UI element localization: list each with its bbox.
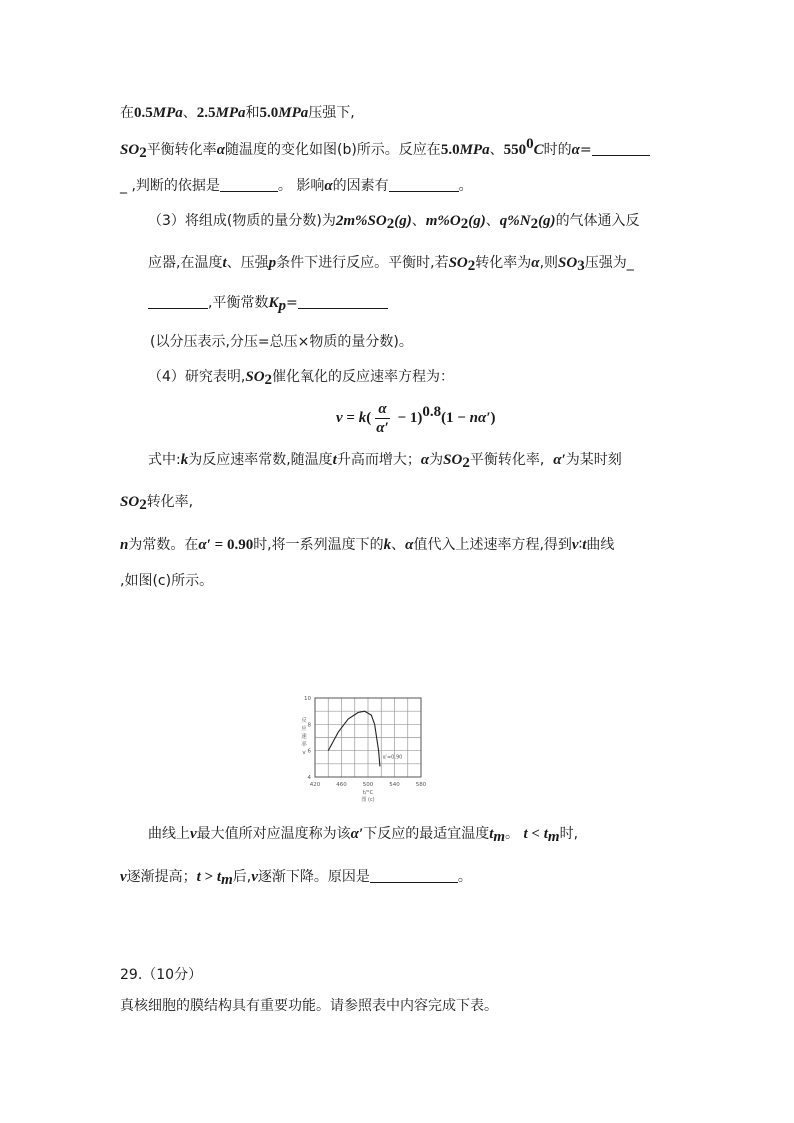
figure-caption: 图 (c) bbox=[361, 797, 375, 803]
text-line-12: n为常数。在α′ = 0.90时,将一系列温度下的k、α值代入上述速率方程,得到v∶t曲线 bbox=[120, 537, 615, 553]
y-axis-label-char: 应 bbox=[301, 726, 307, 732]
y-axis-label-char: 速 bbox=[301, 734, 307, 740]
text-line-6: ,平衡常数$K_p=$ bbox=[148, 293, 388, 313]
y-axis-label-char: 率 bbox=[301, 742, 307, 748]
text-line-14: 曲线上v最大值所对应温度称为该α′下反应的最适宜温度$t_m$。 $t < t_m$时, bbox=[148, 826, 579, 845]
rate-curve bbox=[328, 711, 380, 766]
y-tick-label: 6 bbox=[307, 748, 311, 755]
text-line-3: _ ,判断的依据是 。 影响α的因素有 。 bbox=[120, 178, 473, 194]
x-tick-label: 540 bbox=[389, 782, 400, 788]
text-line-1: 在0.5MPa、2.5MPa和5.0MPa压强下, bbox=[120, 105, 355, 121]
text-line-13: ,如图(c)所示。 bbox=[120, 573, 214, 589]
answer-blank-basis[interactable] bbox=[220, 176, 278, 192]
text-line-15: v逐渐提高；$t > t_m$后,v逐渐下降。原因是 。 bbox=[120, 869, 472, 888]
answer-blank-alpha[interactable] bbox=[592, 140, 650, 156]
y-tick-label: 10 bbox=[304, 696, 311, 702]
chart-svg bbox=[297, 690, 429, 808]
y-axis-label-char: v bbox=[302, 750, 306, 756]
answer-blank-reason[interactable] bbox=[370, 867, 458, 883]
question-29-header: 29.（10分） bbox=[120, 967, 203, 983]
rate-temperature-chart bbox=[297, 690, 429, 808]
text-line-5: 应器,在温度t、压强p条件下进行反应。平衡时,若$SO_2$转化率为α,则$SO_3$压强为_ bbox=[148, 255, 634, 274]
text-line-4: （3）将组成(物质的量分数)为$2m\%SO_2(g)$、$m\%O_2(g)$、$q\%N_2(g)$的气体通入反 bbox=[148, 213, 640, 232]
x-tick-label: 580 bbox=[415, 782, 427, 788]
x-tick-label: 460 bbox=[336, 782, 347, 788]
answer-blank-factors[interactable] bbox=[389, 176, 459, 192]
x-tick-label: 500 bbox=[362, 782, 374, 788]
text-line-7: (以分压表示,分压=总压×物质的量分数)。 bbox=[150, 334, 413, 350]
question-29-prompt: 真核细胞的膜结构具有重要功能。请参照表中内容完成下表。 bbox=[120, 998, 498, 1014]
curve-annotation: α′=0.90 bbox=[382, 754, 403, 761]
y-tick-label: 8 bbox=[307, 722, 311, 729]
y-tick-label: 4 bbox=[307, 775, 311, 781]
text-line-11: $SO_2$转化率, bbox=[120, 494, 194, 513]
text-line-10: 式中:k为反应速率常数,随温度t升高而增大；α为$SO_2$平衡转化率, α′为某时刻 bbox=[148, 452, 622, 471]
fraction: $\frac{\alpha}{\alpha'}$ bbox=[376, 400, 389, 436]
answer-blank-pressure[interactable] bbox=[148, 293, 208, 309]
answer-blank-kp[interactable] bbox=[298, 293, 388, 309]
y-axis-label-char: 反 bbox=[301, 718, 307, 724]
x-axis-label: t/°C bbox=[362, 790, 374, 796]
text-line-8: （4）研究表明$,SO_2$催化氧化的反应速率方程为： bbox=[148, 369, 455, 388]
rate-equation: v = k( $\frac{\alpha}{\alpha'}$ − 1)$^{0.8}$(1 − nα′) bbox=[336, 400, 496, 436]
x-tick-label: 420 bbox=[309, 782, 321, 788]
text-line-2: $SO_2$平衡转化率α随温度的变化如图(b)所示。反应在5.0MPa、$550^0C$时的α= bbox=[120, 140, 650, 160]
